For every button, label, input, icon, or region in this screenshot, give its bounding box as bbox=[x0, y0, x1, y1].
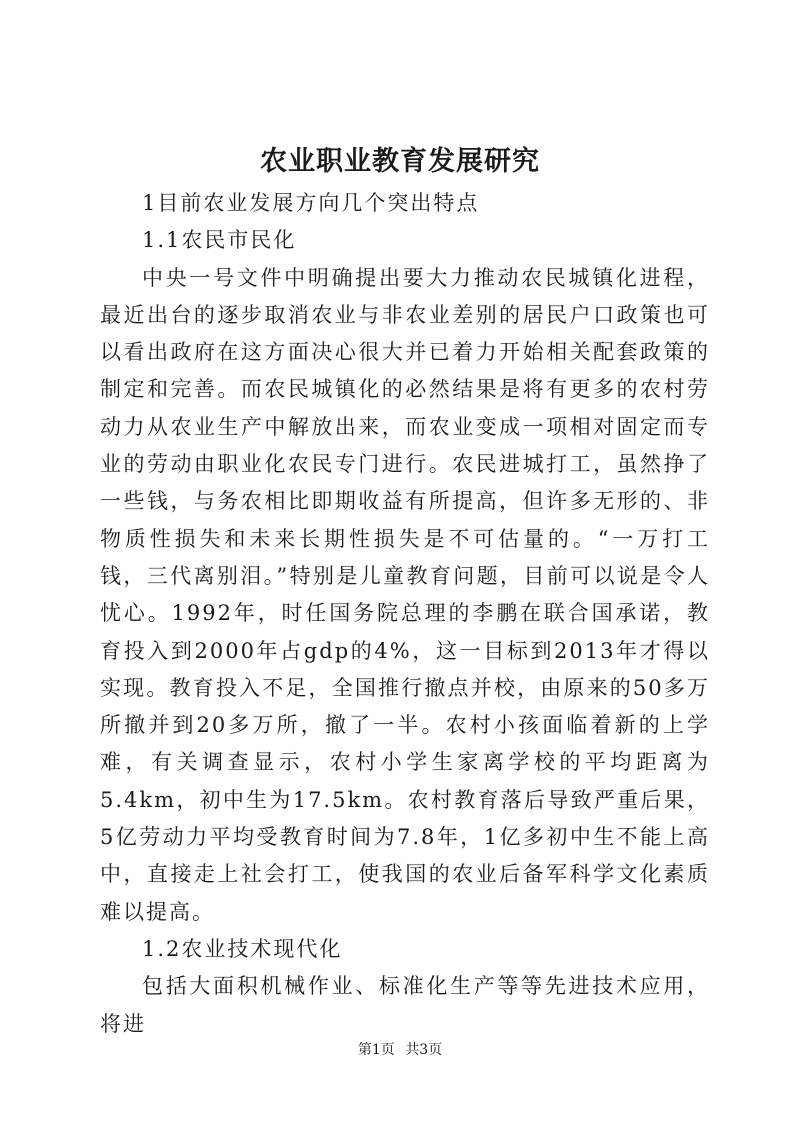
page-footer bbox=[0, 1040, 800, 1060]
body-paragraph-2: 包括大面积机械作业、标准化生产等等先进技术应用，将进 bbox=[100, 974, 710, 1036]
page-number: 第1页 bbox=[357, 1042, 395, 1058]
document-body bbox=[100, 185, 710, 1043]
section-heading-1: 1目前农业发展方向几个突出特点 bbox=[142, 191, 480, 215]
document-title: 农业职业教育发展研究 bbox=[260, 146, 540, 177]
body-paragraph-1: 中央一号文件中明确提出要大力推动农民城镇化进程，最近出台的逐步取消农业与非农业差别的居民户口政策也可以看出政府在这方面决心很大并已着力开始相关配套政策的制定和完善。而农民城镇化的必然结果是将有更多的农村劳动力从农业生产中解放出来，而农业变成一项相对固定而专业的劳动由职业化农民专门进行。农民进城打工，虽然挣了一些钱，与务农相比即期收益有所提高，但许多无形的、非物质性损失和未来长期性损失是不可估量的。“一万打工钱，三代离别泪。”特别是儿童教育问题，目前可以说是令人忧心。1992年，时任国务院总理的李鹏在联合国承诺，教育投入到2000年占gdp的4%，这一目标到2013年才得以实现。教育投入不足，全国推行撤点并校，由原来的50多万所撤并到20多万所，撤了一半。农村小孩面临着新的上学难，有关调查显示，农村小学生家离学校的平均距离为5.4km，初中生为17.5km。农村教育落后导致严重后果，5亿劳动力平均受教育时间为7.8年，1亿多初中生不能上高中，直接走上社会打工，使我国的农业后备军科学文化素质难以提高。 bbox=[100, 265, 710, 924]
subsection-heading-1-1: 1.1农民市民化 bbox=[142, 228, 297, 253]
subsection-heading-1-2: 1.2农业技术现代化 bbox=[142, 936, 343, 961]
page-total: 共3页 bbox=[405, 1042, 443, 1058]
